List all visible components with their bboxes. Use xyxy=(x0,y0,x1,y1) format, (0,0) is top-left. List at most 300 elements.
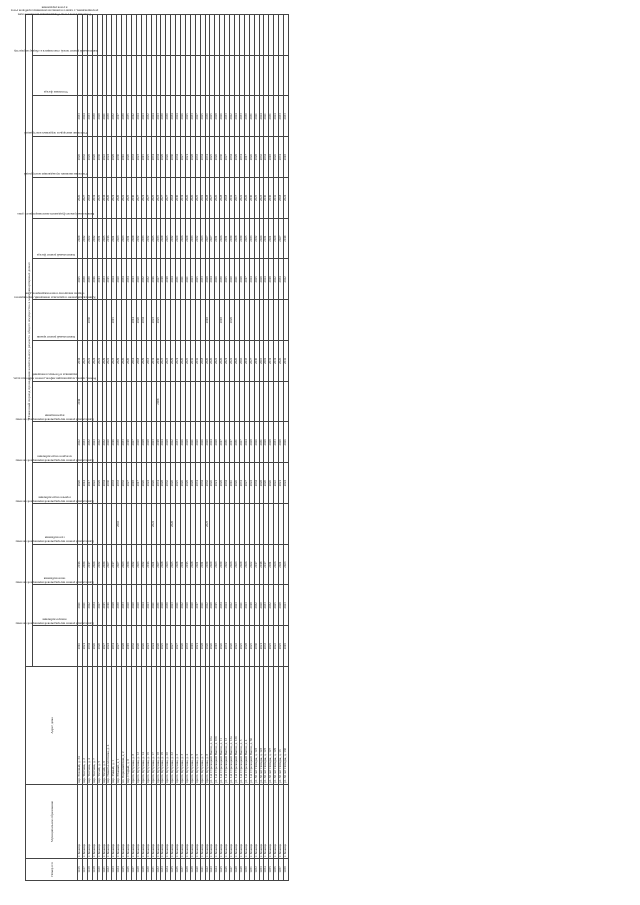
row-year-cell: 2023 xyxy=(215,544,220,585)
row-year-cell: 2033 xyxy=(190,218,195,259)
row-year-cell: 2020 xyxy=(230,626,235,667)
row-address: просп. Кутузова, д. 6 xyxy=(195,667,200,785)
row-year-cell: 2022 xyxy=(235,626,240,667)
row-year-cell: 2028 xyxy=(235,218,240,259)
row-year-cell: 2024 xyxy=(136,96,141,137)
row-year-cell: 2012 xyxy=(131,96,136,137)
row-year-cell: 2022 xyxy=(151,504,156,545)
row-year-cell: 2033 xyxy=(264,626,269,667)
row-year-cell: 2028 xyxy=(205,259,210,300)
row-number: 1439 xyxy=(190,859,195,881)
row-year-cell: 2027 xyxy=(171,626,176,667)
row-year-cell: 2032 xyxy=(146,259,151,300)
row-year-cell: 2027 xyxy=(239,422,244,463)
row-year-cell: 2016 xyxy=(230,463,235,504)
row-year-cell: 2021 xyxy=(82,626,87,667)
row-year-cell: 2026 xyxy=(181,218,186,259)
row-year-cell: 2030 xyxy=(205,96,210,137)
row-number: 1436 xyxy=(176,859,181,881)
header-work-label: Капитальный ремонт внутридомовой инженерной системы водоотведения xyxy=(15,414,95,422)
row-year-cell: 2020 xyxy=(131,585,136,626)
row-year-cell: 2008 xyxy=(156,381,161,422)
row-year-cell: 2029 xyxy=(141,341,146,382)
row-municipality: г. Бежецк xyxy=(181,785,186,859)
row-year-cell: 2031 xyxy=(97,218,102,259)
row-address: пер. Тютчева, д. 4 xyxy=(87,667,92,785)
row-year-cell: 2031 xyxy=(269,96,274,137)
row-municipality: г. Бежецк xyxy=(78,785,83,859)
row-year-cell: 2028 xyxy=(259,463,264,504)
row-year-cell: 2023 xyxy=(141,96,146,137)
row-year-cell: 2020 xyxy=(127,137,132,178)
row-year-cell: 2028 xyxy=(244,626,249,667)
row-year-cell: 2030 xyxy=(269,178,274,219)
row-municipality: г. Бежецк xyxy=(141,785,146,859)
row-year-cell: 2025 xyxy=(249,626,254,667)
row-year-cell: 2021 xyxy=(176,341,181,382)
row-year-cell: 2028 xyxy=(249,422,254,463)
row-year-cell: 2029 xyxy=(279,422,284,463)
row-year-cell: 2031 xyxy=(200,544,205,585)
row-year-cell: 2023 xyxy=(161,341,166,382)
row-year-cell: 2033 xyxy=(122,422,127,463)
row-year-cell: 2021 xyxy=(78,585,83,626)
row-year-cell: 2018 xyxy=(279,178,284,219)
row-year-cell: 2031 xyxy=(215,218,220,259)
row-year-cell: 2033 xyxy=(185,626,190,667)
header-period-group: Плановый период проведения капитального ремонта общего имущества в многоквартирных домах xyxy=(26,14,33,666)
row-year-cell: 2024 xyxy=(264,259,269,300)
row-year-cell: 2017 xyxy=(264,544,269,585)
row-address: пл. Первомайская, д. 2 xyxy=(122,667,127,785)
row-address: ул. 1-й Стрелецкий Выгон, д. 6б xyxy=(249,667,254,785)
row-municipality: г. Бежецк xyxy=(146,785,151,859)
row-year-cell: 2034 xyxy=(127,544,132,585)
row-year-cell: 2025 xyxy=(97,178,102,219)
row-year-cell: 2022 xyxy=(274,626,279,667)
row-year-cell: 2021 xyxy=(279,544,284,585)
row-year-cell: 2026 xyxy=(166,137,171,178)
row-year-cell: 2023 xyxy=(190,259,195,300)
row-number: 1429 xyxy=(141,859,146,881)
row-year-cell: 2027 xyxy=(195,96,200,137)
header-work-label: Утепление мансарды и чердачных конструкций xyxy=(24,130,87,135)
row-year-cell: 2032 xyxy=(274,178,279,219)
row-year-cell: 2021 xyxy=(141,178,146,219)
row-year-cell: 2027 xyxy=(156,259,161,300)
row-year-cell: 2029 xyxy=(78,218,83,259)
row-year-cell: 2030 xyxy=(161,96,166,137)
row-year-cell: 2021 xyxy=(176,585,181,626)
row-year-cell: 2022 xyxy=(274,463,279,504)
row-year-cell: 2022 xyxy=(274,259,279,300)
row-year-cell: 2031 xyxy=(205,137,210,178)
row-number: 1423 xyxy=(112,859,117,881)
row-year-cell: 2032 xyxy=(141,544,146,585)
row-year-cell: 2024 xyxy=(259,218,264,259)
row-year-cell: 2030 xyxy=(166,626,171,667)
row-year-cell: 2017 xyxy=(136,463,141,504)
row-year-cell: 2026 xyxy=(249,137,254,178)
row-year-cell: 2023 xyxy=(136,137,141,178)
row-year-cell: 2021 xyxy=(239,585,244,626)
row-year-cell: 2014 xyxy=(82,463,87,504)
row-year-cell: 2021 xyxy=(259,626,264,667)
row-year-cell: 2034 xyxy=(78,341,83,382)
row-address: ул. 1-й Стрелецкий Выгон, д. 10а xyxy=(210,667,215,785)
row-year-cell: 2025 xyxy=(210,137,215,178)
row-number: 1418 xyxy=(87,859,92,881)
row-year-cell: 2025 xyxy=(185,96,190,137)
row-year-cell: 2026 xyxy=(220,626,225,667)
row-address: просп. Кутузова, д. 16 xyxy=(146,667,151,785)
row-year-cell: 2033 xyxy=(279,96,284,137)
row-number: 1432 xyxy=(156,859,161,881)
row-year-cell: 2033 xyxy=(156,218,161,259)
row-year-cell: 2018 xyxy=(269,259,274,300)
row-year-cell: 2021 xyxy=(235,259,240,300)
row-year-cell: 2023 xyxy=(235,585,240,626)
row-year-cell: 2022 xyxy=(205,585,210,626)
row-year-cell: 2023 xyxy=(146,585,151,626)
row-year-cell: 2018 xyxy=(161,259,166,300)
row-year-cell: 2017 xyxy=(244,137,249,178)
row-number: 1438 xyxy=(185,859,190,881)
row-year-cell: 2025 xyxy=(176,463,181,504)
row-year-cell: 2025 xyxy=(127,178,132,219)
row-address: ул. 1-й Стрелецкий Выгон, д. 12 xyxy=(225,667,230,785)
row-year-cell: 2025 xyxy=(161,626,166,667)
row-year-cell: 2020 xyxy=(259,585,264,626)
row-municipality: г. Бежецк xyxy=(166,785,171,859)
header-work-label: Капитальный ремонт внутридомовой инженерной системы холодного водоснабжения xyxy=(15,455,95,463)
row-year-cell: 2024 xyxy=(107,626,112,667)
row-year-cell: 2030 xyxy=(220,259,225,300)
row-address: ул. 30 лет Победы, д. 122 xyxy=(254,667,259,785)
row-year-cell: 2023 xyxy=(244,585,249,626)
row-year-cell: 2029 xyxy=(274,218,279,259)
row-year-cell: 2032 xyxy=(87,422,92,463)
row-address: просп. Кутузова, д. 12 xyxy=(136,667,141,785)
row-year-cell: 2026 xyxy=(220,218,225,259)
row-year-cell: 2028 xyxy=(185,422,190,463)
row-year-cell: 2016 xyxy=(146,544,151,585)
row-municipality: г. Бежецк xyxy=(225,785,230,859)
row-year-cell: 2024 xyxy=(225,585,230,626)
row-number: 1455 xyxy=(269,859,274,881)
row-municipality: г. Бежецк xyxy=(244,785,249,859)
row-year-cell: 2032 xyxy=(122,463,127,504)
row-year-cell: 2024 xyxy=(107,137,112,178)
row-year-cell: 2034 xyxy=(102,463,107,504)
row-municipality: г. Бежецк xyxy=(97,785,102,859)
row-number: 1448 xyxy=(235,859,240,881)
row-year-cell: 2028 xyxy=(190,137,195,178)
row-year-cell: 2034 xyxy=(225,463,230,504)
row-year-cell: 2021 xyxy=(195,544,200,585)
row-number: 1451 xyxy=(249,859,254,881)
row-year-cell: 2013 xyxy=(97,259,102,300)
row-year-cell: 2023 xyxy=(171,585,176,626)
row-address: пер. Никиты-плотника, д. 4 xyxy=(107,667,112,785)
row-year-cell: 2017 xyxy=(244,259,249,300)
row-year-cell: 2018 xyxy=(205,300,210,341)
row-year-cell: 2023 xyxy=(166,544,171,585)
row-address: пер. Розовый, д. 24 xyxy=(78,667,83,785)
row-year-cell: 2022 xyxy=(97,422,102,463)
row-year-cell: 2020 xyxy=(210,544,215,585)
row-year-cell: 2026 xyxy=(141,463,146,504)
row-number: 1420 xyxy=(97,859,102,881)
row-year-cell: 2022 xyxy=(230,96,235,137)
row-year-cell: 2017 xyxy=(230,422,235,463)
row-year-cell: 2030 xyxy=(117,137,122,178)
row-address: просп. Кутузова, д. 8 xyxy=(205,667,210,785)
row-year-cell: 2022 xyxy=(87,218,92,259)
row-year-cell: 2033 xyxy=(284,96,289,137)
row-year-cell: 2029 xyxy=(239,544,244,585)
row-number: 1441 xyxy=(200,859,205,881)
row-year-cell: 2020 xyxy=(78,463,83,504)
row-number: 1424 xyxy=(117,859,122,881)
row-year-cell: 2027 xyxy=(82,178,87,219)
row-year-cell: 2024 xyxy=(274,96,279,137)
row-year-cell: 2030 xyxy=(220,137,225,178)
row-year-cell: 2034 xyxy=(200,463,205,504)
row-year-cell: 2017 xyxy=(117,96,122,137)
row-year-cell: 2020 xyxy=(92,137,97,178)
row-municipality: г. Бежецк xyxy=(171,785,176,859)
row-year-cell: 2028 xyxy=(166,422,171,463)
row-year-cell: 2020 xyxy=(190,585,195,626)
header-work-label: Капитальный ремонт внутридомовой инженерной системы электроснабжения xyxy=(15,618,95,626)
row-year-cell: 2018 xyxy=(171,178,176,219)
row-year-cell: 2030 xyxy=(131,178,136,219)
row-year-cell: 2016 xyxy=(107,585,112,626)
row-year-cell: 2032 xyxy=(171,218,176,259)
row-year-cell: 2016 xyxy=(122,137,127,178)
row-year-cell: 2020 xyxy=(136,422,141,463)
row-year-cell: 2026 xyxy=(215,178,220,219)
row-municipality: г. Бежецк xyxy=(102,785,107,859)
row-year-cell: 2031 xyxy=(264,218,269,259)
row-municipality: г. Бежецк xyxy=(107,785,112,859)
table-row xyxy=(284,14,289,880)
row-year-cell: 2030 xyxy=(176,178,181,219)
row-year-cell: 2030 xyxy=(205,544,210,585)
row-year-cell: 2031 xyxy=(92,178,97,219)
row-year-cell: 2021 xyxy=(112,178,117,219)
row-municipality: г. Бежецк xyxy=(210,785,215,859)
row-year-cell: 2031 xyxy=(274,341,279,382)
row-year-cell: 2029 xyxy=(239,259,244,300)
row-year-cell: 2018 xyxy=(284,137,289,178)
row-year-cell: 2029 xyxy=(97,463,102,504)
row-year-cell: 2033 xyxy=(249,218,254,259)
header-work-label: Капитальный ремонт фасада xyxy=(36,253,75,258)
row-year-cell: 2025 xyxy=(274,585,279,626)
row-year-cell: 2032 xyxy=(190,341,195,382)
row-year-cell: 2026 xyxy=(274,544,279,585)
row-year-cell: 2030 xyxy=(254,341,259,382)
row-number: 1446 xyxy=(225,859,230,881)
row-year-cell: 2019 xyxy=(127,626,132,667)
row-year-cell: 2031 xyxy=(239,137,244,178)
row-year-cell: 2029 xyxy=(185,463,190,504)
row-number: 1454 xyxy=(264,859,269,881)
row-year-cell: 2018 xyxy=(215,626,220,667)
row-number: 1417 xyxy=(82,859,87,881)
row-year-cell xyxy=(284,300,289,341)
row-year-cell: 2029 xyxy=(279,585,284,626)
row-year-cell: 2030 xyxy=(97,137,102,178)
row-municipality: г. Бежецк xyxy=(112,785,117,859)
row-number: 1422 xyxy=(107,859,112,881)
row-number: 1419 xyxy=(92,859,97,881)
row-year-cell: 2026 xyxy=(92,626,97,667)
row-year-cell: 2026 xyxy=(244,544,249,585)
row-year-cell: 2021 xyxy=(215,463,220,504)
row-year-cell: 2023 xyxy=(284,544,289,585)
row-year-cell: 2029 xyxy=(235,137,240,178)
row-year-cell: 2031 xyxy=(112,626,117,667)
row-year-cell: 2034 xyxy=(230,137,235,178)
row-year-cell: 2016 xyxy=(78,544,83,585)
row-year-cell: 2025 xyxy=(279,626,284,667)
row-year-cell: 2031 xyxy=(127,218,132,259)
row-municipality: г. Бежецк xyxy=(200,785,205,859)
header-municipality: Муниципальное образование xyxy=(26,785,78,859)
row-year-cell: 2022 xyxy=(215,341,220,382)
row-year-cell: 2032 xyxy=(131,544,136,585)
row-year-cell: 2020 xyxy=(107,178,112,219)
row-year-cell: 2020 xyxy=(171,463,176,504)
row-address: просп. Кутузова, д. 4 xyxy=(185,667,190,785)
row-year-cell: 2026 xyxy=(210,341,215,382)
row-year-cell: 2032 xyxy=(259,137,264,178)
row-address: ул. 30 лет Победы, д. 125 xyxy=(264,667,269,785)
row-year-cell: 2027 xyxy=(225,137,230,178)
row-year-cell: 2028 xyxy=(269,422,274,463)
row-year-cell: 2029 xyxy=(146,422,151,463)
row-number: 1434 xyxy=(166,859,171,881)
row-year-cell: 2026 xyxy=(220,96,225,137)
row-year-cell: 2032 xyxy=(284,341,289,382)
row-year-cell: 2023 xyxy=(151,300,156,341)
row-address: ул. 30 лет Победы, д. 127 xyxy=(269,667,274,785)
row-year-cell: 2031 xyxy=(225,422,230,463)
row-year-cell: 2021 xyxy=(151,585,156,626)
row-year-cell: 2032 xyxy=(254,218,259,259)
row-year-cell: 2028 xyxy=(254,137,259,178)
row-year-cell: 2029 xyxy=(230,300,235,341)
row-year-cell: 2026 xyxy=(210,463,215,504)
header-work-label: Капитальный ремонт внутридомовой инженерной системы теплоснабжения xyxy=(15,577,95,585)
row-year-cell: 2027 xyxy=(107,544,112,585)
row-year-cell: 2031 xyxy=(259,422,264,463)
row-number: 1416 xyxy=(78,859,83,881)
row-year-cell: 2024 xyxy=(210,422,215,463)
row-year-cell: 2026 xyxy=(269,463,274,504)
row-year-cell: 2021 xyxy=(181,259,186,300)
row-year-cell: 2024 xyxy=(92,341,97,382)
row-year-cell: 2031 xyxy=(235,422,240,463)
row-municipality: г. Бежецк xyxy=(230,785,235,859)
row-year-cell: 2021 xyxy=(264,96,269,137)
row-municipality: г. Бежецк xyxy=(254,785,259,859)
row-municipality: г. Бежецк xyxy=(195,785,200,859)
row-year-cell: 2016 xyxy=(92,259,97,300)
row-year-cell: 2018 xyxy=(87,178,92,219)
row-number: 1430 xyxy=(146,859,151,881)
row-year-cell: 2020 xyxy=(264,463,269,504)
row-year-cell: 2027 xyxy=(117,626,122,667)
row-year-cell: 2025 xyxy=(195,178,200,219)
row-year-cell: 2027 xyxy=(279,218,284,259)
row-year-cell: 2028 xyxy=(161,544,166,585)
row-municipality: г. Бежецк xyxy=(176,785,181,859)
row-year-cell: 2022 xyxy=(239,178,244,219)
row-year-cell: 2031 xyxy=(156,585,161,626)
row-municipality: г. Бежецк xyxy=(274,785,279,859)
row-year-cell: 2016 xyxy=(117,504,122,545)
row-year-cell: 2024 xyxy=(235,96,240,137)
row-year-cell: 2015 xyxy=(259,341,264,382)
row-year-cell: 2020 xyxy=(181,626,186,667)
row-year-cell: 2027 xyxy=(181,137,186,178)
row-address: ул. 1-й Стрелецкий Выгон, д. 3 xyxy=(239,667,244,785)
row-year-cell: 2033 xyxy=(87,96,92,137)
row-year-cell: 2025 xyxy=(254,259,259,300)
row-year-cell: 2025 xyxy=(151,218,156,259)
row-year-cell: 2028 xyxy=(141,422,146,463)
row-year-cell: 2024 xyxy=(284,178,289,219)
row-year-cell: 2022 xyxy=(230,585,235,626)
row-year-cell: 2023 xyxy=(235,544,240,585)
row-year-cell: 2013 xyxy=(131,259,136,300)
row-year-cell: 2020 xyxy=(181,341,186,382)
row-year-cell: 2033 xyxy=(176,422,181,463)
row-year-cell: 2034 xyxy=(156,137,161,178)
row-municipality: г. Бежецк xyxy=(235,785,240,859)
row-year-cell: 2030 xyxy=(87,300,92,341)
row-year-cell: 2025 xyxy=(239,626,244,667)
row-year-cell: 2033 xyxy=(244,341,249,382)
row-year-cell: 2034 xyxy=(82,544,87,585)
row-year-cell: 2025 xyxy=(269,626,274,667)
row-year-cell: 2030 xyxy=(254,626,259,667)
row-year-cell: 2024 xyxy=(82,96,87,137)
row-municipality: г. Бежецк xyxy=(151,785,156,859)
row-year-cell: 2020 xyxy=(107,422,112,463)
row-year-cell: 2019 xyxy=(127,422,132,463)
row-year-cell: 2026 xyxy=(122,341,127,382)
row-year-cell: 2024 xyxy=(171,259,176,300)
row-year-cell: 2026 xyxy=(181,463,186,504)
row-year-cell: 2017 xyxy=(195,585,200,626)
row-year-cell: 2015 xyxy=(215,585,220,626)
row-address: ул. 30 лет Победы, д. 130 xyxy=(284,667,289,785)
row-year-cell: 2015 xyxy=(107,259,112,300)
row-year-cell: 2034 xyxy=(171,96,176,137)
row-municipality: г. Бежецк xyxy=(269,785,274,859)
row-year-cell xyxy=(284,381,289,422)
row-year-cell: 2026 xyxy=(274,137,279,178)
header-address: Адрес дома xyxy=(26,667,78,785)
row-year-cell: 2024 xyxy=(176,96,181,137)
row-year-cell: 2025 xyxy=(166,218,171,259)
row-year-cell: 2031 xyxy=(176,259,181,300)
